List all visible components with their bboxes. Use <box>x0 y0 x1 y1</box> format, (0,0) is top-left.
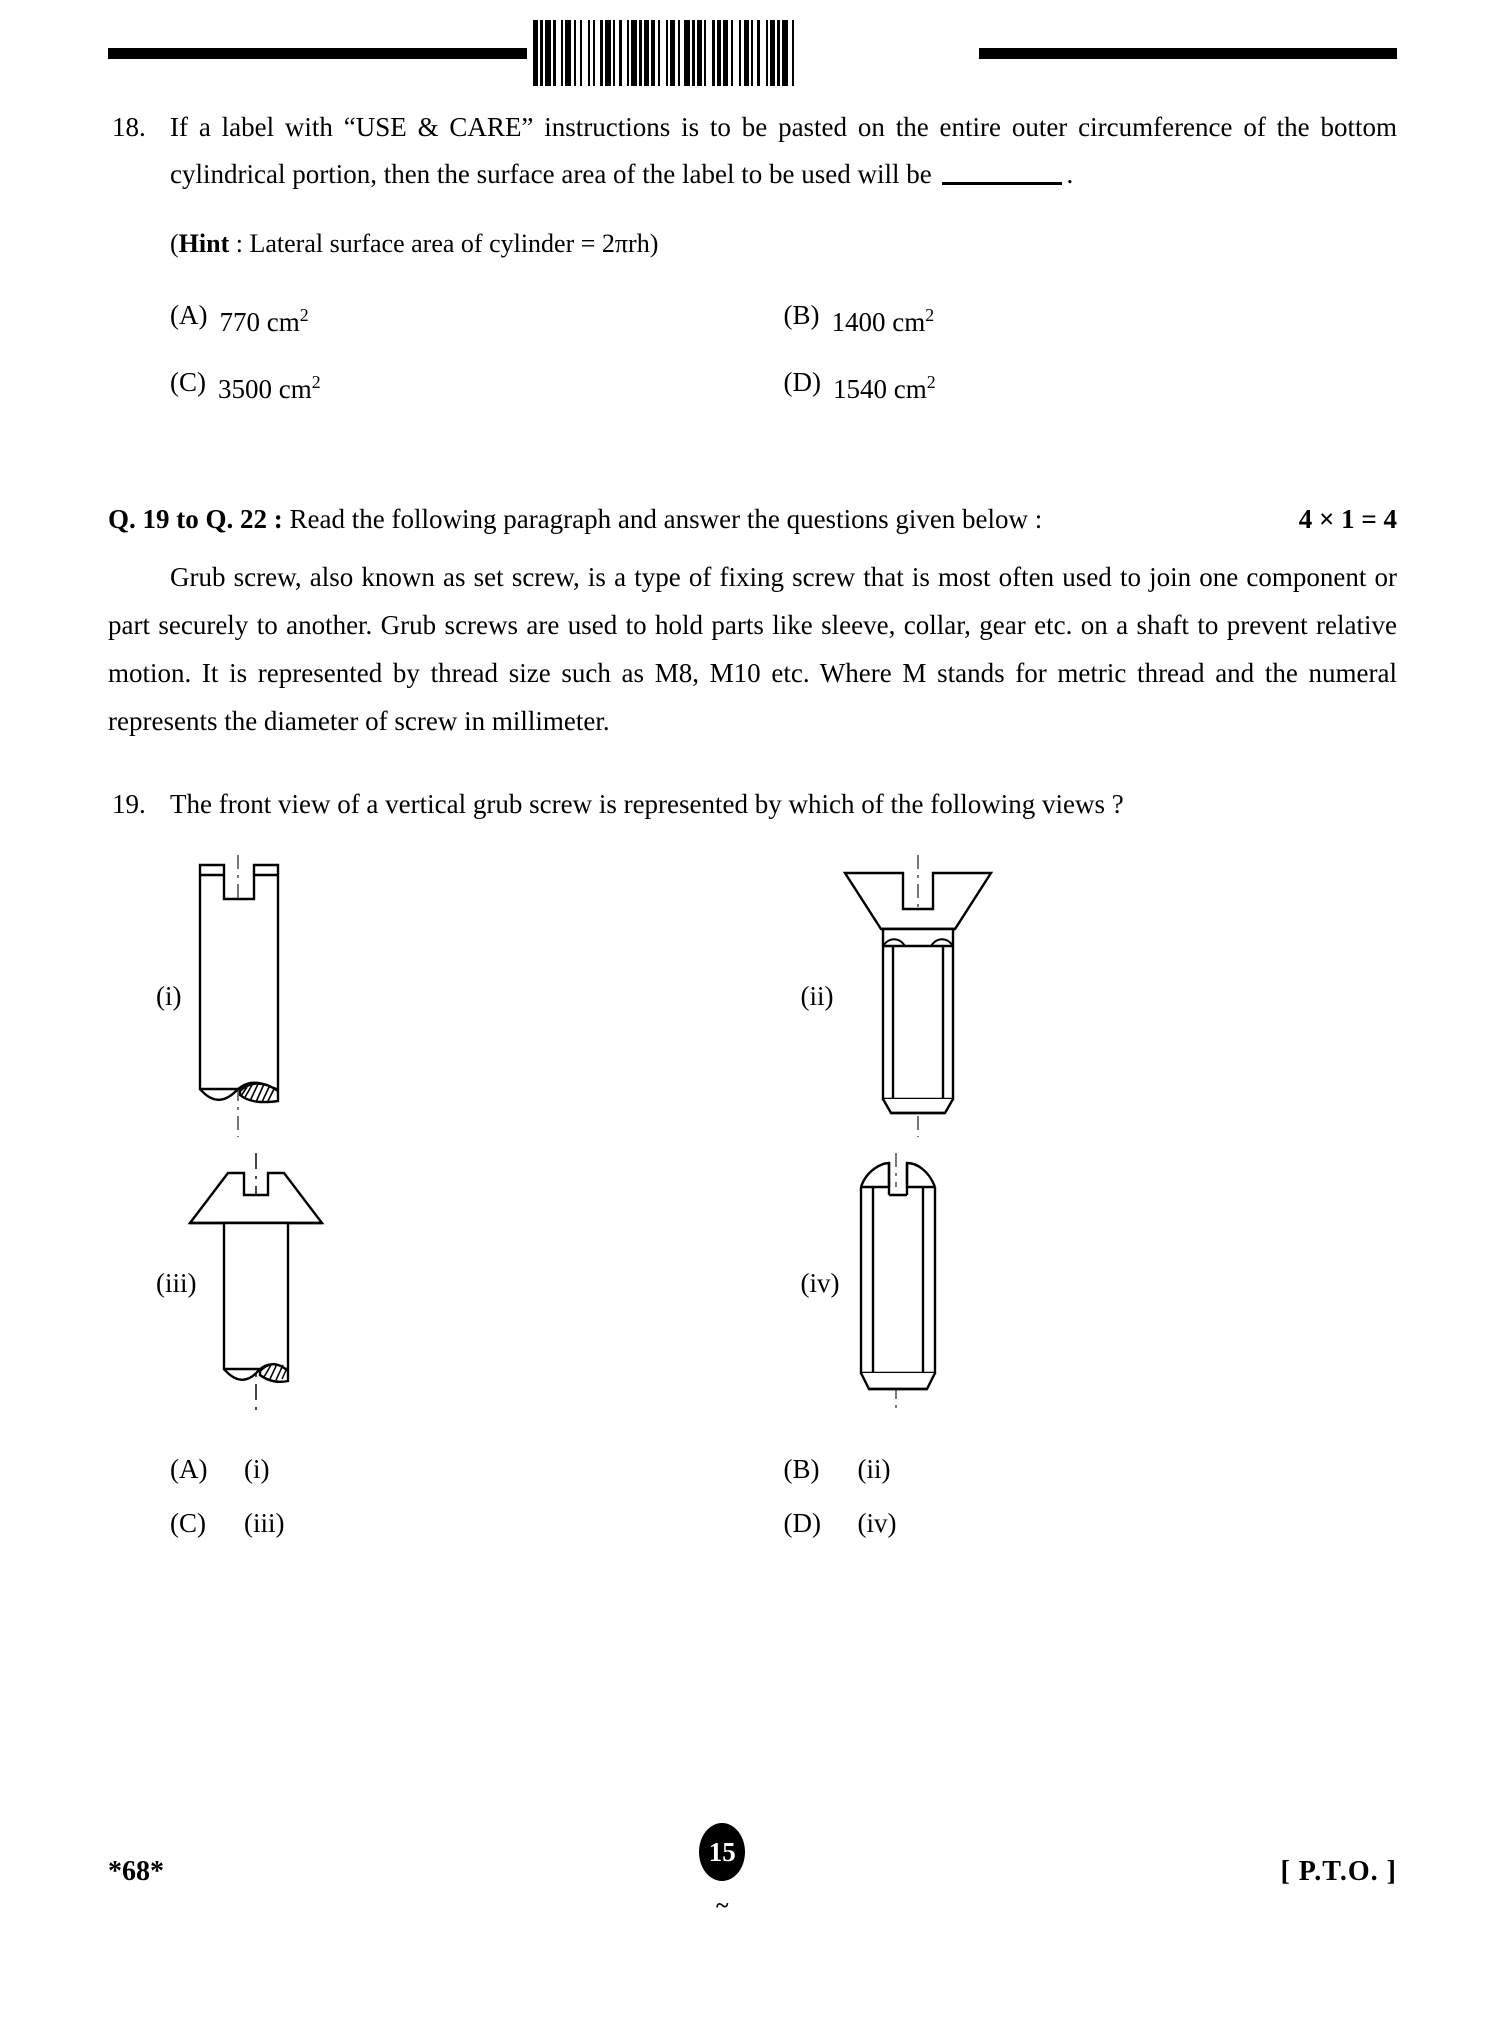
option-b-exponent: 2 <box>925 305 935 325</box>
passage-body: Grub screw, also known as set screw, is a type of fixing screw that is most often used to join one component or part securely to another. Grub screws are used to hold parts like sleeve, collar, gear etc. on a shaft to prevent relative motion. It is represented by thread size such as M8, M10 etc. Where M stands for metric thread and the numeral represents the diameter of screw in millimeter. <box>108 562 1397 736</box>
question-19-options-spacer <box>108 1435 170 1545</box>
question-18-hint <box>170 220 1397 267</box>
option-a-key: (A) <box>170 300 208 330</box>
q19-option-b-value: (ii) <box>857 1454 891 1484</box>
question-18-number: 18. <box>112 112 146 142</box>
question-18-options <box>170 293 1397 411</box>
question-18-text <box>170 104 1397 198</box>
option-d-value: 1540 $cm^2$ <box>832 372 936 404</box>
passage-instruction-text: Read the following paragraph and answer the questions given below : <box>282 504 1043 534</box>
page-number-badge: 15 <box>699 1823 745 1881</box>
option-a[interactable] <box>170 293 784 344</box>
q19-option-c-key: (C) <box>170 1508 206 1538</box>
option-b-key: (B) <box>783 300 820 330</box>
hint-label: Hint <box>178 229 230 258</box>
figure-i-label: (i) <box>156 980 182 1011</box>
question-19 <box>108 781 1397 828</box>
page-header <box>108 14 1397 92</box>
figure-iii-drawing <box>178 1151 753 1416</box>
question-18-stem: If a label with “USE & CARE” instructions is to be pasted on the entire outer circumference of the bottom cylindrical portion, then the surface area of the label to be used will be <box>170 112 1397 189</box>
passage-range-label: Q. 19 to Q. 22 : <box>108 504 283 534</box>
option-c-exponent: 2 <box>311 372 321 392</box>
figure-i <box>108 846 753 1146</box>
question-19-options <box>170 1447 1397 1545</box>
option-c-value: 3500 $cm^2$ <box>218 372 321 404</box>
question-18-stem-end: . <box>1066 159 1074 189</box>
q19-option-c[interactable] <box>170 1501 784 1545</box>
question-19-options-block <box>108 1435 1397 1545</box>
option-a-value: 770 $cm^2$ <box>219 305 309 337</box>
option-b-value: 1400 $cm^2$ <box>831 305 935 337</box>
figure-iii <box>108 1146 753 1421</box>
question-19-figures <box>108 846 1397 1421</box>
page-number-group <box>699 1823 745 1920</box>
option-c[interactable] <box>170 360 784 411</box>
header-rule-left <box>108 48 527 59</box>
figure-ii <box>753 846 1398 1146</box>
option-c-key: (C) <box>170 367 206 397</box>
pto-label: [ P.T.O. ] <box>1280 1855 1397 1887</box>
option-d-key: (D) <box>783 367 821 397</box>
figure-i-drawing <box>178 851 753 1141</box>
figure-iv-drawing <box>823 1151 1398 1416</box>
option-d[interactable] <box>784 360 1398 411</box>
q19-option-d[interactable] <box>784 1501 1398 1545</box>
figure-iii-label: (iii) <box>156 1268 197 1298</box>
figure-ii-drawing <box>823 851 1398 1141</box>
tilde-mark: ~ <box>715 1893 729 1919</box>
question-19-text: The front view of a vertical grub screw is represented by which of the following views ? <box>170 789 1124 819</box>
q19-option-c-value: (iii) <box>244 1508 285 1538</box>
passage-instruction <box>108 495 1397 543</box>
q19-option-a-value: (i) <box>244 1454 270 1484</box>
exam-page <box>0 14 1505 2034</box>
hint-open-paren: ( <box>170 229 179 258</box>
passage-marks: 4 × 1 = 4 <box>1298 504 1397 534</box>
barcode <box>533 20 973 86</box>
option-a-exponent: 2 <box>299 305 309 325</box>
figure-iv-label: (iv) <box>800 1268 840 1298</box>
q19-option-d-key: (D) <box>783 1508 821 1538</box>
question-18 <box>108 104 1397 411</box>
q19-option-a-key: (A) <box>170 1454 208 1484</box>
q19-option-a[interactable] <box>170 1447 784 1491</box>
q19-option-b[interactable] <box>784 1447 1398 1491</box>
q19-option-d-value: (iv) <box>857 1508 897 1538</box>
figure-iv <box>753 1146 1398 1421</box>
figure-ii-label: (ii) <box>800 980 834 1011</box>
question-19-number: 19. <box>112 789 146 819</box>
q19-option-b-key: (B) <box>783 1454 820 1484</box>
page-footer <box>108 1823 1397 1920</box>
header-rule-right <box>979 48 1398 59</box>
option-b[interactable] <box>784 293 1398 344</box>
option-d-exponent: 2 <box>926 372 936 392</box>
answer-blank <box>942 182 1062 185</box>
paper-code: *68* <box>108 1855 164 1887</box>
hint-text: : Lateral surface area of cylinder = 2πrh) <box>229 229 659 258</box>
